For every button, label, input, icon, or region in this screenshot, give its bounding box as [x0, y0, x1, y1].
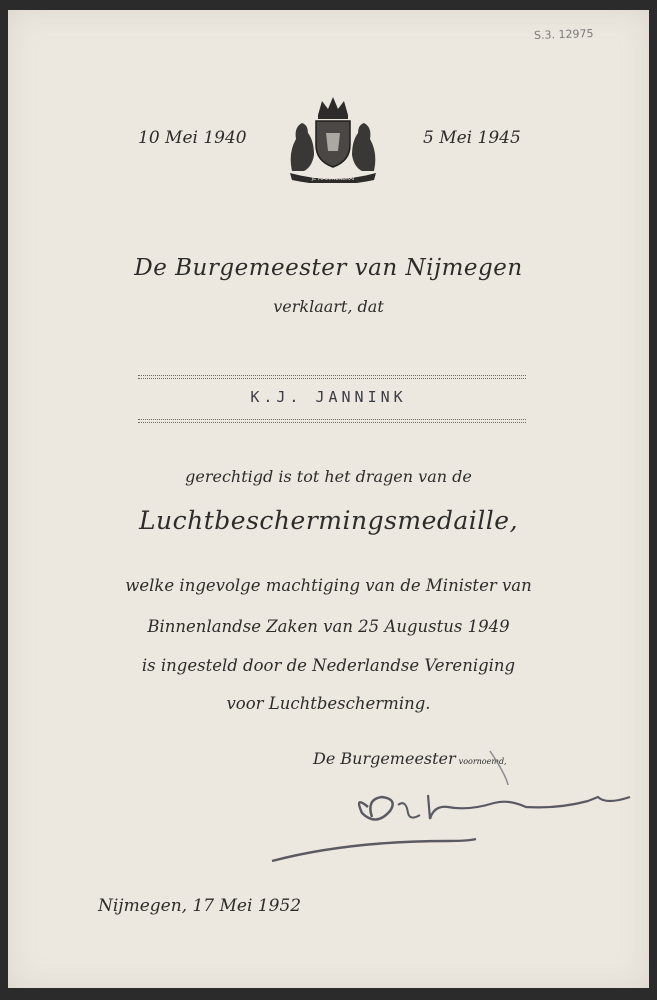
- body-line-2: Binnenlandse Zaken van 25 Augustus 1949: [147, 617, 510, 636]
- handwritten-signature: [258, 745, 643, 875]
- signer-suffix: voornoemd,: [458, 757, 507, 766]
- certificate-subheading: verklaart, dat: [273, 297, 384, 316]
- signer-title: De Burgemeester: [313, 749, 456, 768]
- archive-number: S.3. 12975: [533, 26, 594, 43]
- body-line-3: is ingesteld door de Nederlandse Vereniging: [141, 656, 516, 675]
- entitlement-line: gerechtigd is tot het dragen van de: [185, 467, 472, 486]
- body-line-1: welke ingevolge machtiging van de Minister van: [125, 576, 532, 595]
- certificate-heading: De Burgemeester van Nijmegen: [134, 255, 523, 281]
- place-and-date: Nijmegen, 17 Mei 1952: [98, 896, 302, 916]
- date-left: 10 Mei 1940: [138, 128, 247, 148]
- recipient-name: K.J. JANNINK: [250, 388, 407, 406]
- body-line-4: voor Luchtbescherming.: [226, 694, 431, 713]
- dotted-divider-bottom-2: [138, 422, 526, 423]
- dotted-divider-top-2: [138, 378, 526, 379]
- crest-motto: JE MAINTIENDRAI: [311, 176, 355, 182]
- certificate-sheet: [8, 10, 649, 988]
- dotted-divider-top: [138, 375, 526, 376]
- date-right: 5 Mei 1945: [423, 128, 521, 148]
- coat-of-arms-icon: [278, 93, 388, 183]
- dotted-divider-bottom: [138, 419, 526, 420]
- medal-name: Luchtbeschermingsmedaille,: [138, 506, 519, 535]
